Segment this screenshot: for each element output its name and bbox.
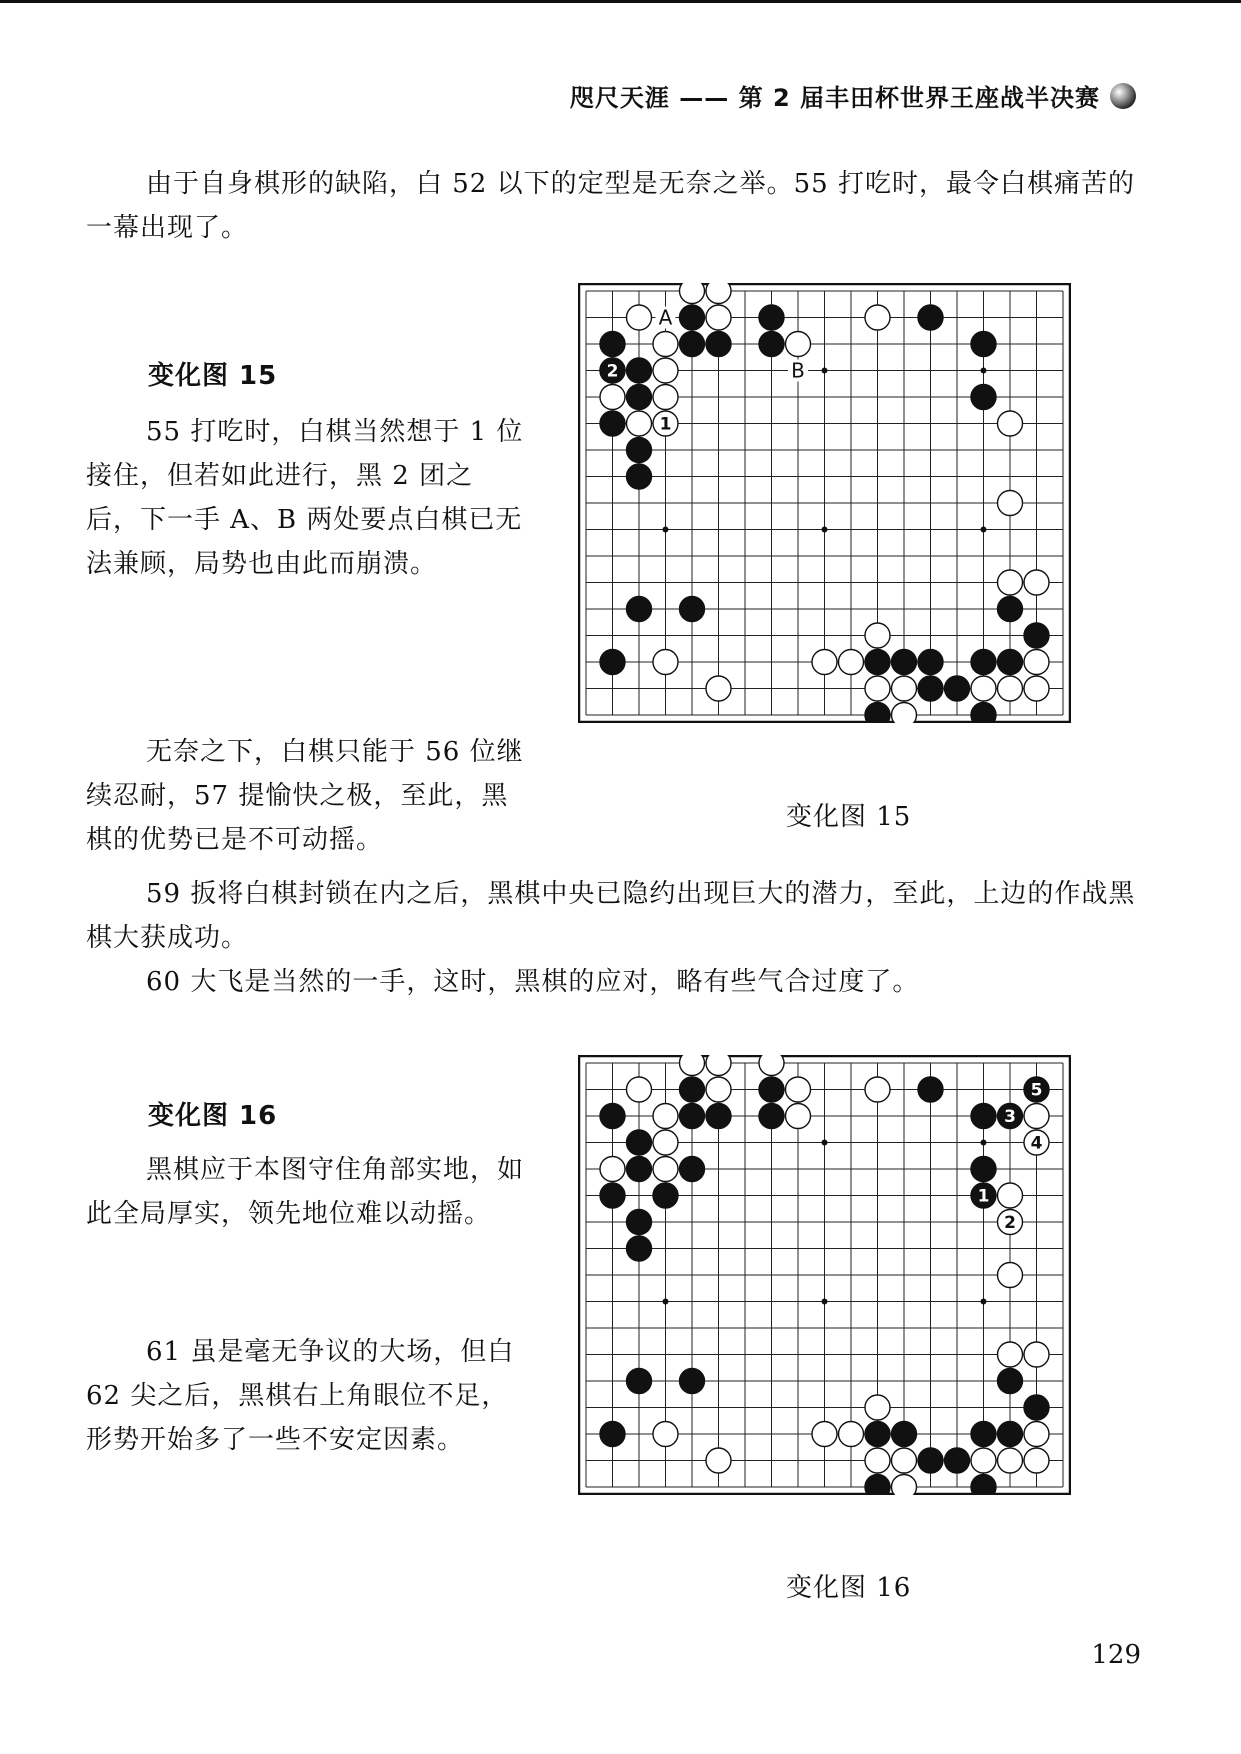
black-stone <box>998 650 1023 675</box>
white-stone <box>653 332 678 357</box>
variation-16-caption: 变化图 16 <box>786 1573 912 1603</box>
white-stone <box>998 1263 1023 1288</box>
black-stone <box>918 305 943 330</box>
top-rule <box>0 0 1241 3</box>
white-stone <box>892 703 917 724</box>
black-stone <box>627 1157 652 1182</box>
move-number-label: 4 <box>1030 1133 1043 1154</box>
black-stone <box>1024 623 1049 648</box>
black-stone <box>945 676 970 701</box>
white-stone <box>998 411 1023 436</box>
white-stone <box>998 1448 1023 1473</box>
go-stone-icon <box>1110 83 1136 109</box>
white-stone <box>600 385 625 410</box>
star-point <box>981 1299 987 1305</box>
point-letter-label: B <box>791 358 805 383</box>
move-number-label: 1 <box>659 414 672 435</box>
variation-15-heading: 变化图 15 <box>148 361 278 391</box>
variation-15-text <box>86 410 526 586</box>
black-stone <box>971 1475 996 1496</box>
white-stone <box>812 1422 837 1447</box>
white-stone <box>653 411 678 436</box>
white-stone <box>839 650 864 675</box>
white-stone <box>1024 1448 1049 1473</box>
move-number-label: 2 <box>1004 1213 1016 1233</box>
star-point <box>822 1299 828 1305</box>
black-stone <box>600 1183 625 1208</box>
black-stone <box>680 1369 705 1394</box>
black-stone <box>865 703 890 724</box>
white-stone <box>1024 1104 1049 1129</box>
white-stone <box>706 283 731 304</box>
white-stone <box>706 1055 731 1076</box>
black-stone <box>865 1475 890 1496</box>
black-stone <box>627 1210 652 1235</box>
white-stone <box>865 1448 890 1473</box>
white-stone <box>786 1077 811 1102</box>
white-stone <box>759 1055 784 1076</box>
variation-16-body: 黑棋应于本图守住角部实地，如此全局厚实，领先地位难以动摇。 <box>86 1155 525 1229</box>
white-stone <box>1024 1342 1049 1367</box>
black-stone <box>706 1104 731 1129</box>
white-stone <box>706 305 731 330</box>
variation-16-heading: 变化图 16 <box>148 1101 278 1131</box>
white-stone <box>865 1077 890 1102</box>
move-number-label: 3 <box>1004 1107 1016 1127</box>
white-stone <box>998 1342 1023 1367</box>
point-letter-label: A <box>658 305 673 330</box>
white-stone <box>865 676 890 701</box>
white-stone <box>653 650 678 675</box>
move-59-text: 59 扳将白棋封锁在内之后，黑棋中央已隐约出现巨大的潜力，至此，上边的作战黑棋大获成功。 <box>86 879 1136 953</box>
white-stone <box>653 1422 678 1447</box>
white-stone <box>998 570 1023 595</box>
black-stone <box>759 1104 784 1129</box>
star-point <box>981 1140 987 1146</box>
black-stone <box>998 1369 1023 1394</box>
white-stone <box>865 623 890 648</box>
white-stone <box>653 1104 678 1129</box>
black-stone <box>627 464 652 489</box>
black-stone <box>998 597 1023 622</box>
star-point <box>663 1299 669 1305</box>
star-point <box>663 527 669 533</box>
black-stone <box>706 332 731 357</box>
black-stone <box>971 332 996 357</box>
black-stone <box>627 1369 652 1394</box>
black-stone <box>971 1157 996 1182</box>
go-board-variation-16 <box>578 1055 1071 1499</box>
black-stone <box>1024 1395 1049 1420</box>
intro-text: 由于自身棋形的缺陷，白 52 以下的定型是无奈之举。55 打吃时，最令白棋痛苦的一幕出现了。 <box>86 169 1135 243</box>
white-stone <box>971 676 996 701</box>
black-stone <box>680 332 705 357</box>
running-header <box>570 78 1136 113</box>
black-stone <box>680 1157 705 1182</box>
black-stone <box>627 438 652 463</box>
header-title: 咫尺天涯 —— 第 2 届丰田杯世界王座战半决赛 <box>569 84 1100 112</box>
black-stone <box>680 305 705 330</box>
white-stone <box>812 650 837 675</box>
white-stone <box>706 1077 731 1102</box>
star-point <box>822 527 828 533</box>
move-60-text: 60 大飞是当然的一手，这时，黑棋的应对，略有些气合过度了。 <box>146 967 920 997</box>
white-stone <box>706 676 731 701</box>
white-stone <box>998 676 1023 701</box>
black-stone <box>627 358 652 383</box>
white-stone <box>892 676 917 701</box>
board-svg <box>578 283 1071 723</box>
black-stone <box>627 1130 652 1155</box>
black-stone <box>1024 1077 1049 1102</box>
black-stone <box>892 1422 917 1447</box>
star-point <box>981 368 987 374</box>
move-56-57-paragraph <box>86 730 526 862</box>
black-stone <box>600 650 625 675</box>
black-stone <box>971 1422 996 1447</box>
white-stone <box>971 1448 996 1473</box>
white-stone <box>998 491 1023 516</box>
white-stone <box>998 1183 1023 1208</box>
black-stone <box>759 305 784 330</box>
white-stone <box>1024 1130 1049 1155</box>
black-stone <box>892 650 917 675</box>
black-stone <box>865 1422 890 1447</box>
white-stone <box>865 1395 890 1420</box>
move-56-57-text: 无奈之下，白棋只能于 56 位继续忍耐，57 提愉快之极，至此，黑棋的优势已是不可动摇。 <box>86 737 524 855</box>
white-stone <box>1024 570 1049 595</box>
black-stone <box>971 703 996 724</box>
white-stone <box>786 1104 811 1129</box>
move-number-label: 2 <box>606 361 619 382</box>
black-stone <box>680 1077 705 1102</box>
go-board-variation-15 <box>578 283 1071 727</box>
variation-15-caption: 变化图 15 <box>786 802 912 832</box>
black-stone <box>998 1104 1023 1129</box>
white-stone <box>1024 650 1049 675</box>
black-stone <box>600 1104 625 1129</box>
black-stone <box>600 1422 625 1447</box>
white-stone <box>653 1157 678 1182</box>
page-number: 129 <box>1091 1640 1141 1670</box>
white-stone <box>653 1130 678 1155</box>
board-svg <box>578 1055 1071 1495</box>
white-stone <box>600 1157 625 1182</box>
white-stone <box>892 1475 917 1496</box>
move-number-label: 5 <box>1030 1080 1043 1101</box>
black-stone <box>759 332 784 357</box>
black-stone <box>918 676 943 701</box>
black-stone <box>971 1104 996 1129</box>
black-stone <box>945 1448 970 1473</box>
white-stone <box>892 1448 917 1473</box>
black-stone <box>918 1077 943 1102</box>
white-stone <box>1024 676 1049 701</box>
white-stone <box>653 358 678 383</box>
move-61-62-text: 61 虽是毫无争议的大场，但白 62 尖之后，黑棋右上角眼位不足，形势开始多了一些不安定因素。 <box>86 1337 515 1455</box>
black-stone <box>627 385 652 410</box>
white-stone <box>786 332 811 357</box>
white-stone <box>627 1077 652 1102</box>
black-stone <box>971 1183 996 1208</box>
black-stone <box>600 411 625 436</box>
white-stone <box>680 283 705 304</box>
black-stone <box>600 332 625 357</box>
move-59-paragraph <box>86 872 1146 960</box>
move-number-label: 1 <box>977 1186 990 1207</box>
white-stone <box>627 305 652 330</box>
move-61-62-paragraph <box>86 1330 526 1462</box>
star-point <box>822 368 828 374</box>
white-stone <box>998 1210 1023 1235</box>
white-stone <box>627 411 652 436</box>
black-stone <box>759 1077 784 1102</box>
black-stone <box>600 358 625 383</box>
black-stone <box>627 1236 652 1261</box>
variation-16-text <box>86 1148 526 1236</box>
black-stone <box>971 650 996 675</box>
star-point <box>981 527 987 533</box>
variation-15-body: 55 打吃时，白棋当然想于 1 位接住，但若如此进行，黑 2 团之后，下一手 A、B 两处要点白棋已无法兼顾，局势也由此而崩溃。 <box>86 417 524 579</box>
black-stone <box>918 1448 943 1473</box>
move-60-paragraph <box>86 960 1146 1004</box>
star-point <box>822 1140 828 1146</box>
intro-paragraph <box>86 162 1146 250</box>
black-stone <box>653 1183 678 1208</box>
black-stone <box>865 650 890 675</box>
black-stone <box>918 650 943 675</box>
black-stone <box>971 385 996 410</box>
black-stone <box>998 1422 1023 1447</box>
white-stone <box>680 1055 705 1076</box>
white-stone <box>1024 1422 1049 1447</box>
white-stone <box>865 305 890 330</box>
black-stone <box>680 1104 705 1129</box>
black-stone <box>627 597 652 622</box>
white-stone <box>839 1422 864 1447</box>
black-stone <box>680 597 705 622</box>
white-stone <box>706 1448 731 1473</box>
white-stone <box>653 385 678 410</box>
